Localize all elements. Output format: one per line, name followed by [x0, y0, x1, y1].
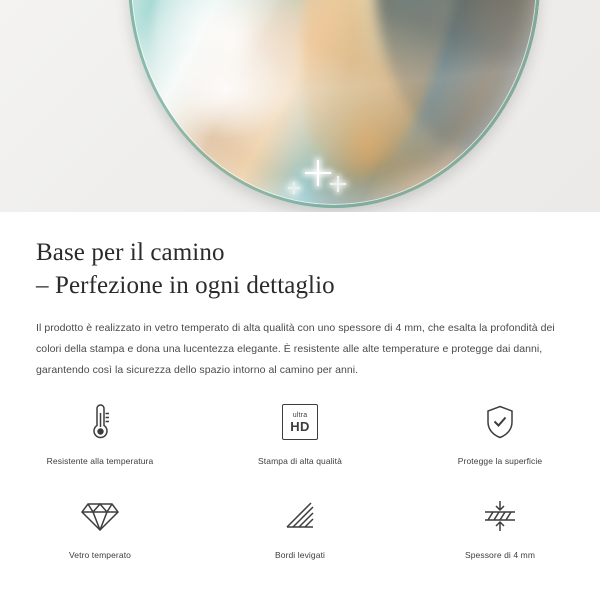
feature-label: Bordi levigati [274, 550, 326, 560]
ultra-hd-badge-top: ultra [292, 411, 308, 419]
feature-label: Vetro temperato [69, 550, 131, 560]
page-title [0, 212, 600, 302]
hero-image [0, 0, 600, 212]
feature-item-tempered-glass [0, 484, 200, 560]
feature-label: Resistente alla temperatura [46, 456, 154, 466]
feature-label: Protegge la superficie [457, 456, 543, 466]
feature-label: Stampa di alta qualità [258, 456, 342, 466]
feature-item-print-quality [200, 390, 400, 466]
headline-line-1: Base per il camino [36, 239, 225, 266]
feature-label: Spessore di 4 mm [464, 550, 536, 560]
thermometer-icon [72, 398, 128, 446]
body-paragraph: Il prodotto è realizzato in vetro temperato di alta qualità con uno spessore di 4 mm, che esalta la profondità dei colori della stampa e dona una lucentezza elegante. È resistente alle alte temperature e protegge dai danni, garantendo così la sicurezza dello spazio intorno al camino per anni. [36, 322, 555, 376]
feature-grid [0, 390, 600, 560]
feature-item-polished-edges [200, 484, 400, 560]
polished-edges-icon [272, 492, 328, 540]
glass-plate-product [128, 0, 540, 208]
headline-line-2: – Perfezione in ogni dettaglio [36, 272, 335, 299]
feature-item-temperature [0, 390, 200, 466]
feature-item-surface-protection [400, 390, 600, 466]
footer-spacer [0, 582, 600, 600]
ultra-hd-icon [272, 398, 328, 446]
feature-item-thickness [400, 484, 600, 560]
shield-check-icon [472, 398, 528, 446]
content-block [0, 212, 600, 381]
ultra-hd-badge-bottom: HD [290, 418, 310, 434]
thickness-icon [472, 492, 528, 540]
diamond-icon [72, 492, 128, 540]
